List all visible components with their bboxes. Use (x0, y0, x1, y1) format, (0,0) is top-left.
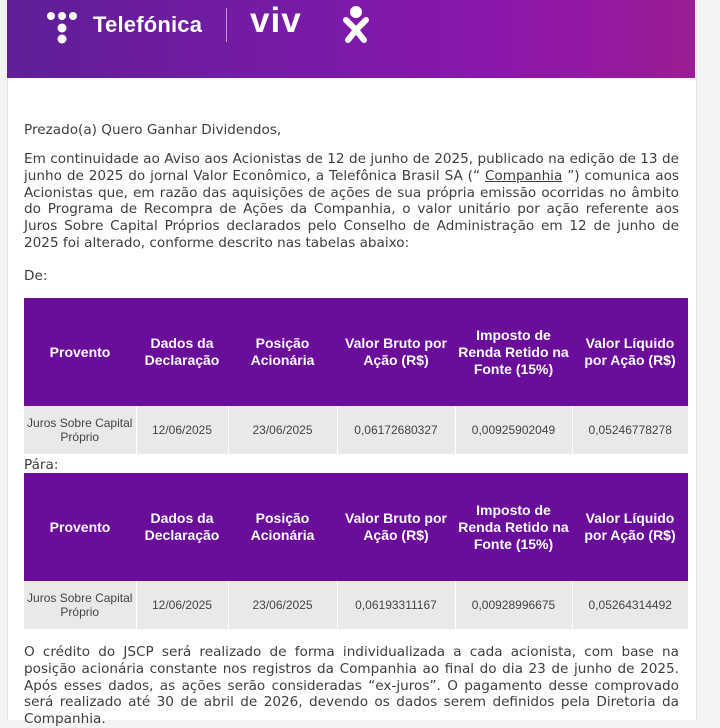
body-text-part1: Em continuidade ao Aviso aos Acionistas de 12 de junho de 2025, publicado na edição de 13 de junho de 2025 do jornal Valor Econômico, a Telefônica Brasil SA (“ (24, 151, 679, 184)
cell-dados-declaracao: 12/06/2025 (136, 406, 228, 454)
telefonica-logo-icon (45, 4, 87, 44)
telefonica-wordmark: Telefónica (93, 12, 203, 37)
header-dados-declaracao: Dados da Declaração (136, 473, 228, 581)
cell-posicao-acionaria: 23/06/2025 (228, 581, 337, 629)
label-to: Pára: (24, 457, 59, 473)
header-imposto-renda: Imposto de Renda Retido na Fonte (15%) (455, 473, 572, 581)
cell-provento: Juros Sobre Capital Próprio (24, 581, 136, 629)
cell-valor-liquido: 0,05264314492 (572, 581, 688, 629)
vivo-wordmark: viv (250, 1, 302, 40)
companhia-link[interactable]: Companhia (484, 167, 563, 184)
header-valor-liquido: Valor Líquido por Ação (R$) (572, 298, 688, 406)
table-header-row (24, 473, 688, 581)
body-paragraph (24, 151, 679, 252)
header-banner (7, 0, 695, 78)
cell-valor-liquido: 0,05246778278 (572, 406, 688, 454)
cell-dados-declaracao: 12/06/2025 (136, 581, 228, 629)
table-row (24, 581, 688, 629)
logo-divider (226, 8, 227, 42)
body-text-part2: ”) comunica aos Acionistas que, em razão das aquisições de ações de sua própria emissão ocorridas no âmbito do Programa de Recompra de Ações da Companhia, o valor unitário por ação referente aos Juros Sobre Capital Próprios declarados pelo Conselho de Administração em 12 de junho de 2025 foi alterado, conforme descrito nas tabelas abaixo: (24, 167, 679, 251)
header-imposto-renda: Imposto de Renda Retido na Fonte (15%) (455, 298, 572, 406)
label-from: De: (24, 268, 48, 284)
greeting: Prezado(a) Quero Ganhar Dividendos, (24, 122, 282, 138)
header-dados-declaracao: Dados da Declaração (136, 298, 228, 406)
header-valor-bruto: Valor Bruto por Ação (R$) (337, 473, 455, 581)
table-row (24, 406, 688, 454)
cell-valor-bruto: 0,06193311167 (337, 581, 455, 629)
header-valor-bruto: Valor Bruto por Ação (R$) (337, 298, 455, 406)
footer-paragraph: O crédito do JSCP será realizado de forma individualizada a cada acionista, com base na posição acionária constante nos registros da Companhia ao final do dia 23 de junho de 2025. Após esses dados, as ações serão consideradas “ex-juros”. O pagamento desse comprovado será realizado até 30 de abril de 2026, devendo os dados serem definidos pela Diretoria da Companhia. (24, 644, 679, 728)
table-header-row (24, 298, 688, 406)
header-provento: Provento (24, 473, 136, 581)
header-provento: Provento (24, 298, 136, 406)
cell-valor-bruto: 0,06172680327 (337, 406, 455, 454)
header-valor-liquido: Valor Líquido por Ação (R$) (572, 473, 688, 581)
cell-provento: Juros Sobre Capital Próprio (24, 406, 136, 454)
header-posicao-acionaria: Posição Acionária (228, 473, 337, 581)
table-to (24, 473, 688, 629)
cell-imposto-renda: 0,00925902049 (455, 406, 572, 454)
header-posicao-acionaria: Posição Acionária (228, 298, 337, 406)
vivo-figure-icon (340, 4, 372, 44)
table-from (24, 298, 688, 454)
cell-imposto-renda: 0,00928996675 (455, 581, 572, 629)
cell-posicao-acionaria: 23/06/2025 (228, 406, 337, 454)
